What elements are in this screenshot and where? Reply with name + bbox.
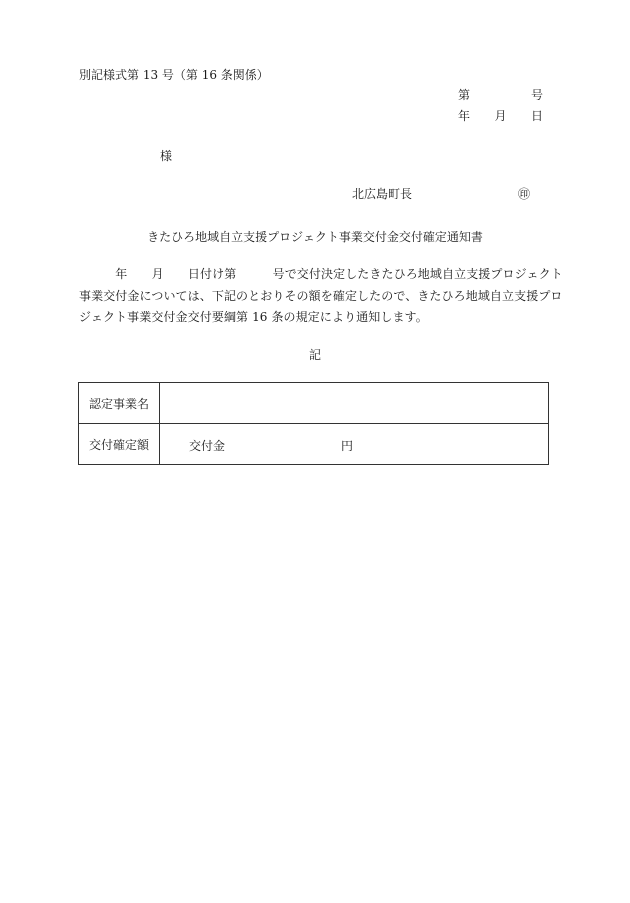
table-row-amount [79,424,549,465]
project-name-field[interactable] [160,383,549,424]
project-name-label: 認定事業名 [79,383,160,424]
date-month: 月 [494,109,507,123]
amount-label: 交付金 [189,439,226,453]
date-day: 日 [530,109,543,123]
document-number [458,86,543,103]
amount-field[interactable] [160,424,549,465]
ki-heading: 記 [308,348,321,362]
document-number-suffix: 号 [530,88,543,102]
body-line-2: 事業交付金については、下記のとおりその額を確定したので、きたひろ地域自立支援プロ [79,288,563,303]
body-line-1: 年 月 日付け第 号で交付決定したきたひろ地域自立支援プロジェクト [79,267,563,281]
body-paragraph [79,264,563,329]
document-number-prefix: 第 [458,88,471,102]
table-row-project-name [79,383,549,424]
form-number: 別記様式第 13 号（第 16 条関係） [79,68,269,82]
document-title: きたひろ地域自立支援プロジェクト事業交付金交付確定通知書 [147,230,483,244]
date-year: 年 [458,109,471,123]
detail-table [78,382,549,465]
document-date [458,107,543,124]
sender [352,185,530,202]
amount-unit: 円 [341,439,354,453]
seal-mark: ㊞ [517,187,530,201]
addressee: 様 [160,149,173,163]
body-line-3: ジェクト事業交付金交付要綱第 16 条の規定により通知します。 [79,310,428,324]
sender-name: 北広島町長 [352,187,413,201]
amount-row-label: 交付確定額 [79,424,160,465]
